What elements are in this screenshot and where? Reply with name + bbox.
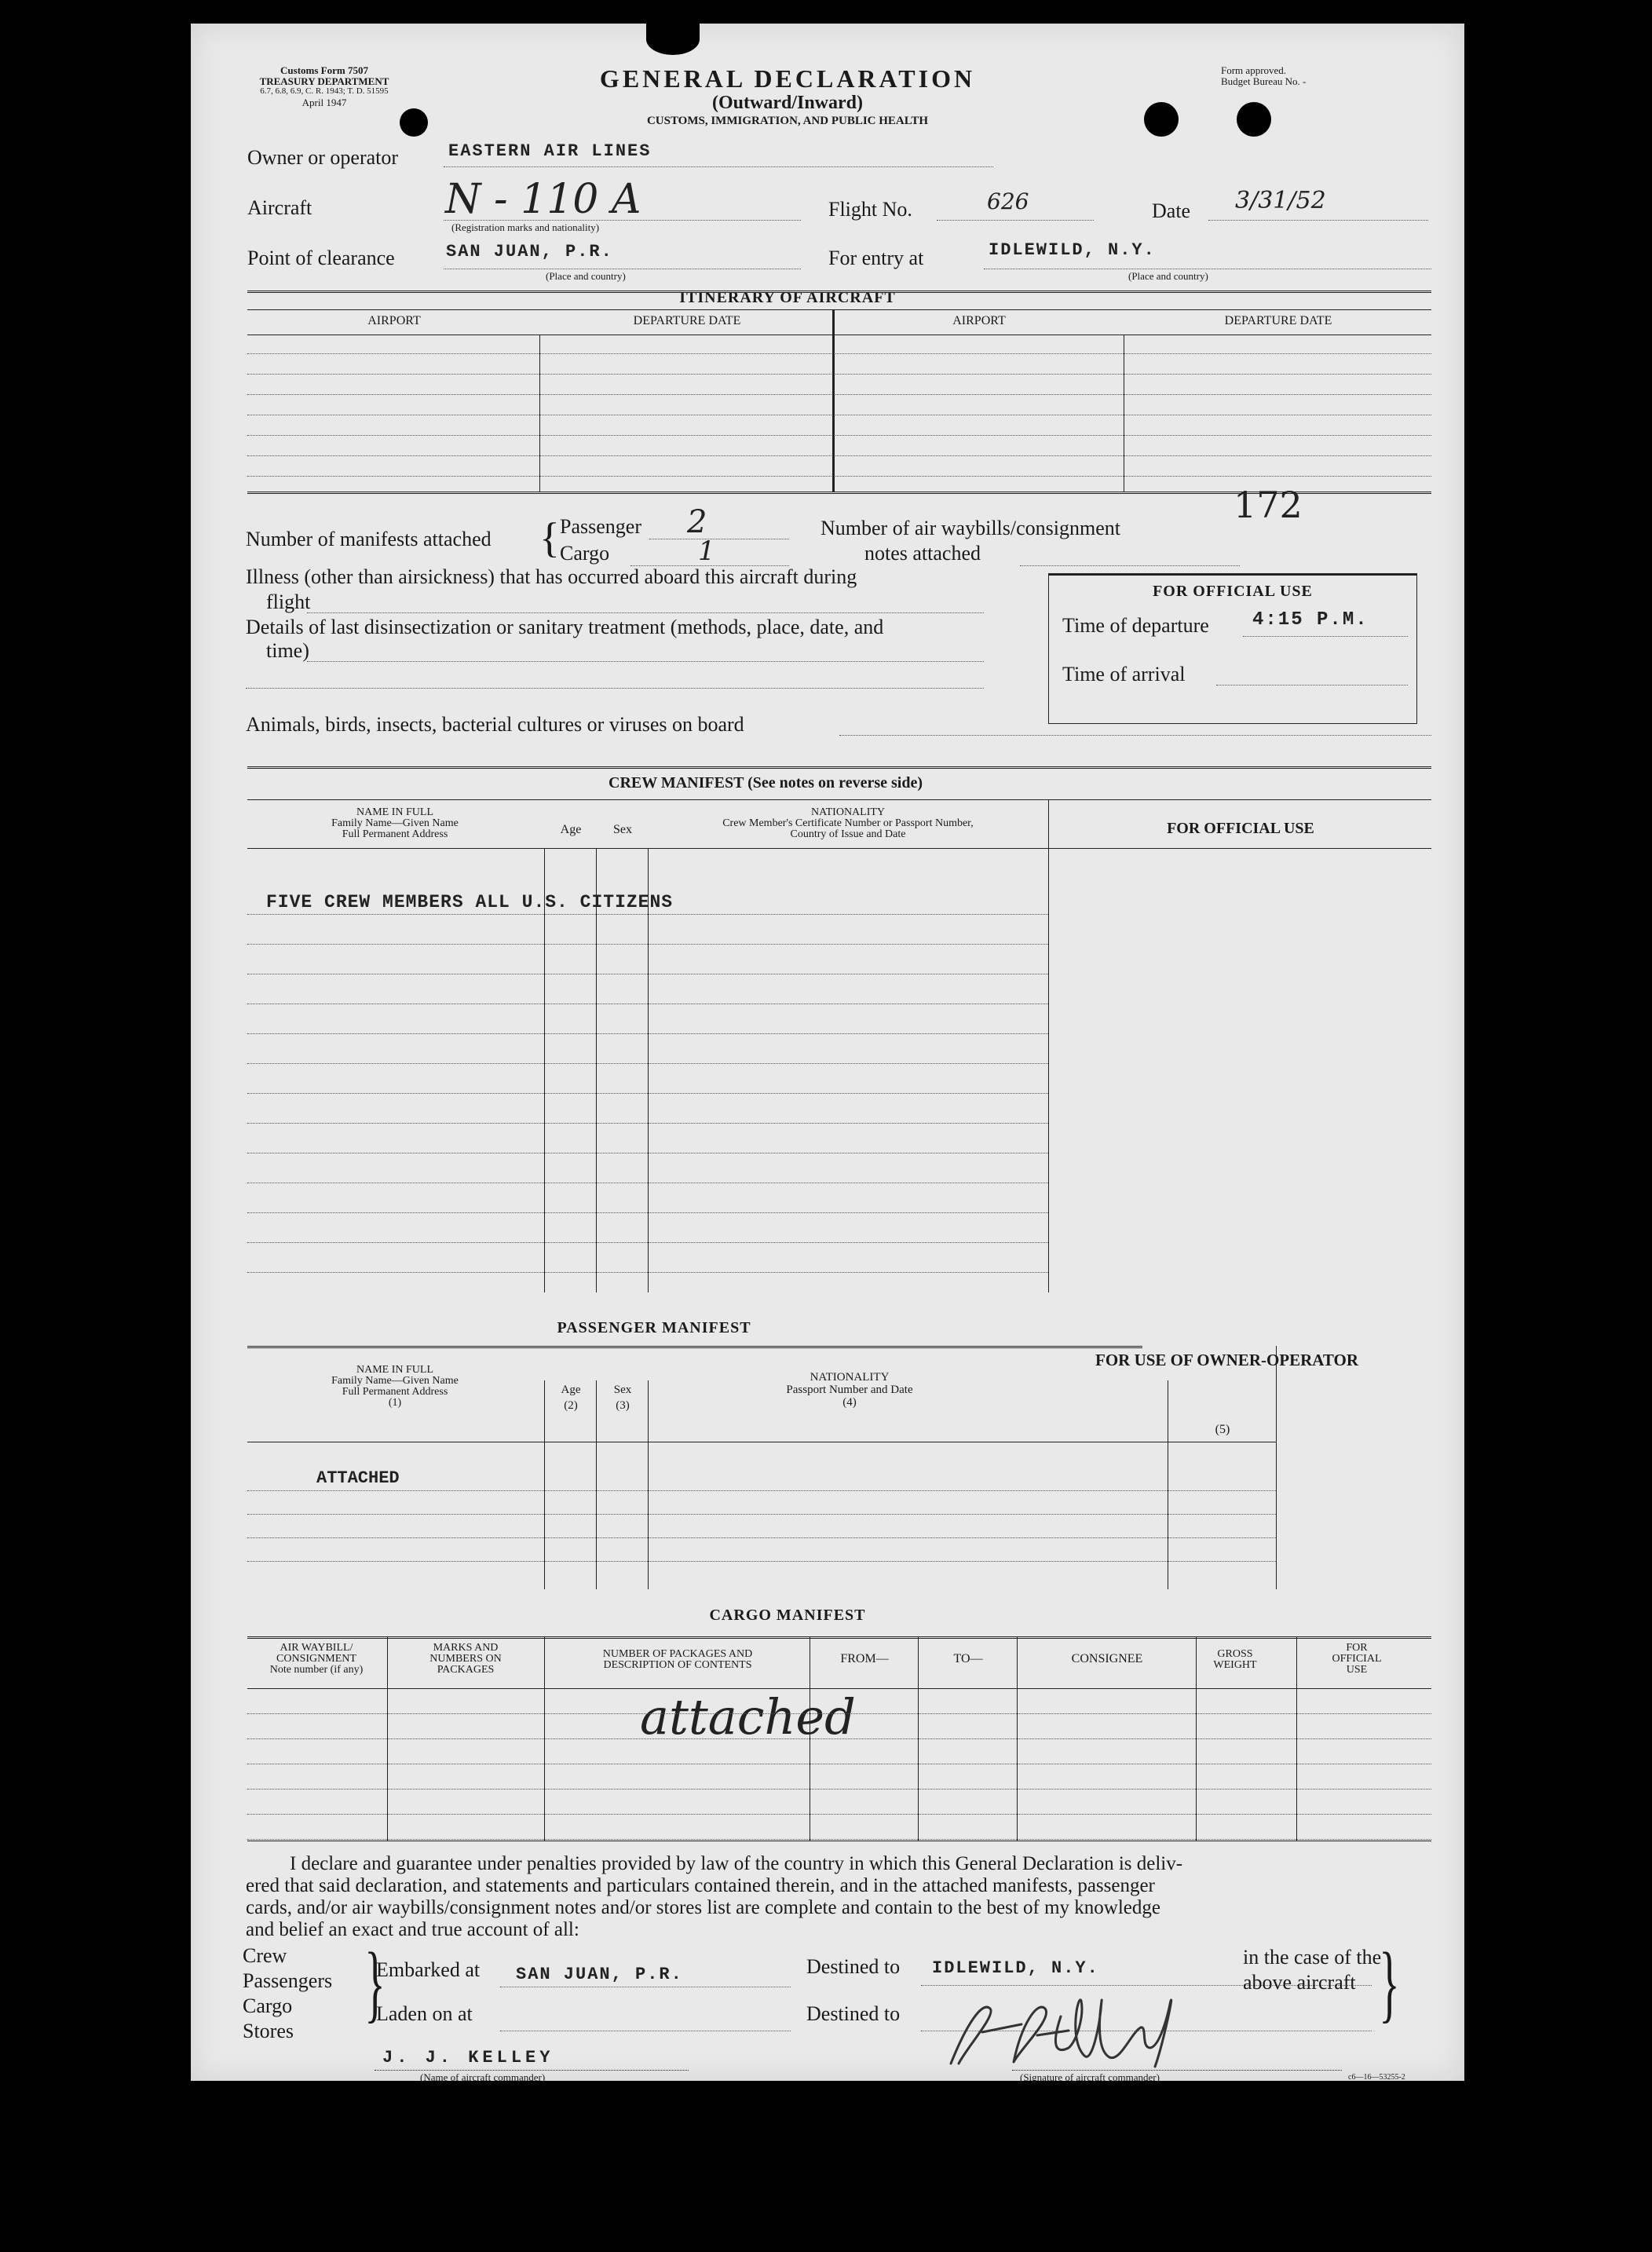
crew-col-nat-title: NATIONALITY [810,806,886,818]
destined-label: Destined to [806,1955,901,1978]
declaration-line-4: and belief an exact and true account of all: [246,1919,579,1940]
crew-col-age: Age [560,823,582,836]
departure-label: Time of departure [1062,614,1209,637]
manifests-label: Number of manifests attached [246,528,492,550]
crew-col-sex: Sex [613,823,632,836]
crew-col-official: FOR OFFICIAL USE [1167,820,1314,837]
cargo-col-consignee: CONSIGNEE [1071,1652,1143,1665]
animals-label: Animals, birds, insects, bacterial cultures or viruses on board [246,713,744,736]
owner-label: Owner or operator [247,146,399,169]
crew-col-name-sub1: Family Name—Given Name [331,817,459,829]
cargo-col-gross-2: WEIGHT [1213,1659,1257,1671]
crew-col-name-title: NAME IN FULL [356,806,433,818]
cargo-value: 1 [698,536,715,567]
disinsect-label-2: time) [266,639,309,662]
passenger-col-sex-title: Sex [613,1384,632,1396]
cargo-col-gross-1: GROSS [1217,1648,1253,1660]
passenger-label: Passenger [560,515,641,538]
itinerary-title: ITINERARY OF AIRCRAFT [679,289,896,306]
form-subtitle-2: CUSTOMS, IMMIGRATION, AND PUBLIC HEALTH [646,115,929,127]
passenger-col-name-title: NAME IN FULL [356,1364,433,1376]
cargo-col-marks [389,1643,543,1676]
print-code: c6—16—53255-2 [1348,2073,1405,2082]
passenger-col-nat-title: NATIONALITY [810,1371,890,1384]
passenger-col-owner: FOR USE OF OWNER-OPERATOR [1095,1351,1359,1369]
cargo-col-waybill-1: AIR WAYBILL/ [280,1642,353,1654]
flight-label: Flight No. [828,198,912,221]
passenger-col-age [546,1382,596,1413]
department: TREASURY DEPARTMENT [259,75,389,87]
clearance-label: Point of clearance [247,247,395,269]
embarked-value: SAN JUAN, P.R. [516,1965,683,1984]
regulation: 6.7, 6.8, 6.9, C. R. 1943; T. D. 51595 [260,86,389,96]
illness-label-2: flight [266,590,311,613]
arrival-label: Time of arrival [1062,663,1186,685]
commander-caption: (Name of aircraft commander) [420,2071,546,2083]
commander-signature [935,1969,1202,2079]
passenger-col-name-num: (1) [388,1397,402,1409]
passenger-col-nationality [649,1371,1050,1409]
waybills-label-2: notes attached [864,542,981,565]
aircraft-caption: (Registration marks and nationality) [451,221,600,233]
punch-hole [400,108,428,137]
passenger-entry: ATTACHED [316,1468,400,1488]
signature-caption: (Signature of aircraft commander) [1020,2071,1160,2083]
cargo-col-official-3: USE [1346,1664,1368,1676]
decl-list-passengers: Passengers [243,1969,333,1992]
declaration-line-3: cards, and/or air waybills/consignment notes and/or stores list are complete and contain to the best of my knowledge [246,1897,1160,1918]
passenger-value: 2 [687,504,707,540]
decl-list-stores: Stores [243,2020,294,2042]
passenger-col-age-title: Age [561,1384,581,1396]
crew-col-name [247,807,543,840]
crew-title: CREW MANIFEST (See notes on reverse side) [609,774,923,791]
punch-hole [1237,102,1271,137]
passenger-col-name-sub1: Family Name—Given Name [331,1375,459,1387]
cargo-col-number [546,1649,810,1671]
entry-value: IDLEWILD, N.Y. [989,240,1156,260]
passenger-col-age-num: (2) [564,1399,578,1412]
passenger-col-sex [598,1382,648,1413]
cargo-col-marks-3: PACKAGES [437,1664,495,1676]
punch-hole [646,24,700,55]
itinerary-col-departure-date: DEPARTURE DATE [1224,314,1332,327]
laden-label: Laden on at [376,2002,473,2025]
declaration-form [191,24,1464,2081]
approval-line-1: Form approved. [1221,64,1287,76]
cargo-label: Cargo [560,542,610,565]
crew-col-nationality [649,807,1047,840]
illness-label: Illness (other than airsickness) that has occurred aboard this aircraft during [246,565,857,588]
entry-label: For entry at [828,247,924,269]
cargo-col-to: TO— [953,1652,983,1665]
aircraft-value: N - 110 A [445,176,641,223]
waybills-value: 172 [1234,484,1303,526]
clearance-caption: (Place and country) [546,270,626,282]
itinerary-col-airport: AIRPORT [952,314,1006,327]
passenger-col-5: (5) [1215,1423,1230,1436]
crew-col-nat-sub2: Country of Issue and Date [790,828,906,840]
cargo-col-marks-1: MARKS AND [433,1642,499,1654]
punch-hole [1144,102,1179,137]
itinerary-col-departure-date: DEPARTURE DATE [633,314,741,327]
passenger-title: PASSENGER MANIFEST [557,1319,751,1336]
waybills-label-1: Number of air waybills/consignment [821,517,1120,539]
decl-list-cargo: Cargo [243,1994,293,2017]
manifests-brace: { [539,514,560,561]
itinerary-col-airport: AIRPORT [367,314,421,327]
form-date: April 1947 [302,97,347,108]
disinsect-label: Details of last disinsectization or sanitary treatment (methods, place, date, and [246,616,884,638]
cargo-col-waybill-3: Note number (if any) [269,1664,364,1676]
official-use-title: FOR OFFICIAL USE [1153,583,1313,600]
passenger-col-nat-num: (4) [842,1396,857,1409]
cargo-col-official-1: FOR [1346,1642,1368,1654]
crew-col-nat-sub1: Crew Member's Certificate Number or Passport Number, [722,817,974,829]
decl-list-crew: Crew [243,1944,287,1967]
clearance-value: SAN JUAN, P.R. [446,242,613,261]
case-line-1: in the case of the [1243,1946,1382,1969]
date-value: 3/31/52 [1235,187,1326,214]
passenger-col-sex-num: (3) [616,1399,630,1412]
declaration-line-2: ered that said declaration, and statements and particulars contained therein, and in the attached manifests, passenger [246,1875,1155,1896]
case-line-2: above aircraft [1243,1971,1356,1994]
cargo-col-number-2: DESCRIPTION OF CONTENTS [603,1659,752,1671]
destined-label-2: Destined to [806,2002,901,2025]
embarked-label: Embarked at [376,1958,481,1981]
passenger-col-name [247,1365,543,1409]
form-subtitle: (Outward/Inward) [711,93,863,113]
cargo-col-gross [1197,1649,1273,1671]
declaration-line-1: I declare and guarantee under penalties provided by law of the country in which this General Declaration is deliv- [290,1853,1183,1874]
cargo-title: CARGO MANIFEST [709,1607,866,1624]
destined-value: IDLEWILD, N.Y. [932,1958,1099,1978]
cargo-col-marks-2: NUMBERS ON [429,1653,502,1665]
flight-value: 626 [987,188,1029,214]
cargo-col-official-2: OFFICIAL [1332,1653,1382,1665]
form-number: Customs Form 7507 [280,64,368,76]
form-title: GENERAL DECLARATION [599,64,976,93]
owner-value: EASTERN AIR LINES [448,141,652,161]
cargo-col-number-1: NUMBER OF PACKAGES AND [602,1648,753,1660]
crew-entry: FIVE CREW MEMBERS ALL U.S. CITIZENS [266,892,674,912]
commander-name: J. J. KELLEY [382,2048,554,2067]
passenger-col-nat-sub: Passport Number and Date [786,1384,913,1396]
date-label: Date [1152,199,1191,222]
aircraft-label: Aircraft [247,196,312,219]
case-brace: } [1379,1935,1400,2031]
entry-caption: (Place and country) [1128,270,1208,282]
cargo-col-waybill-2: CONSIGNMENT [276,1653,356,1665]
cargo-col-official [1298,1643,1416,1676]
cargo-entry: attached [640,1688,856,1746]
cargo-col-from: FROM— [840,1652,889,1665]
approval-line-2: Budget Bureau No. - [1221,75,1307,87]
decl-list-brace: } [364,1935,386,2031]
crew-col-name-sub2: Full Permanent Address [342,828,448,840]
passenger-col-name-sub2: Full Permanent Address [342,1386,448,1398]
cargo-col-waybill [247,1643,386,1676]
departure-value: 4:15 P.M. [1252,609,1369,631]
